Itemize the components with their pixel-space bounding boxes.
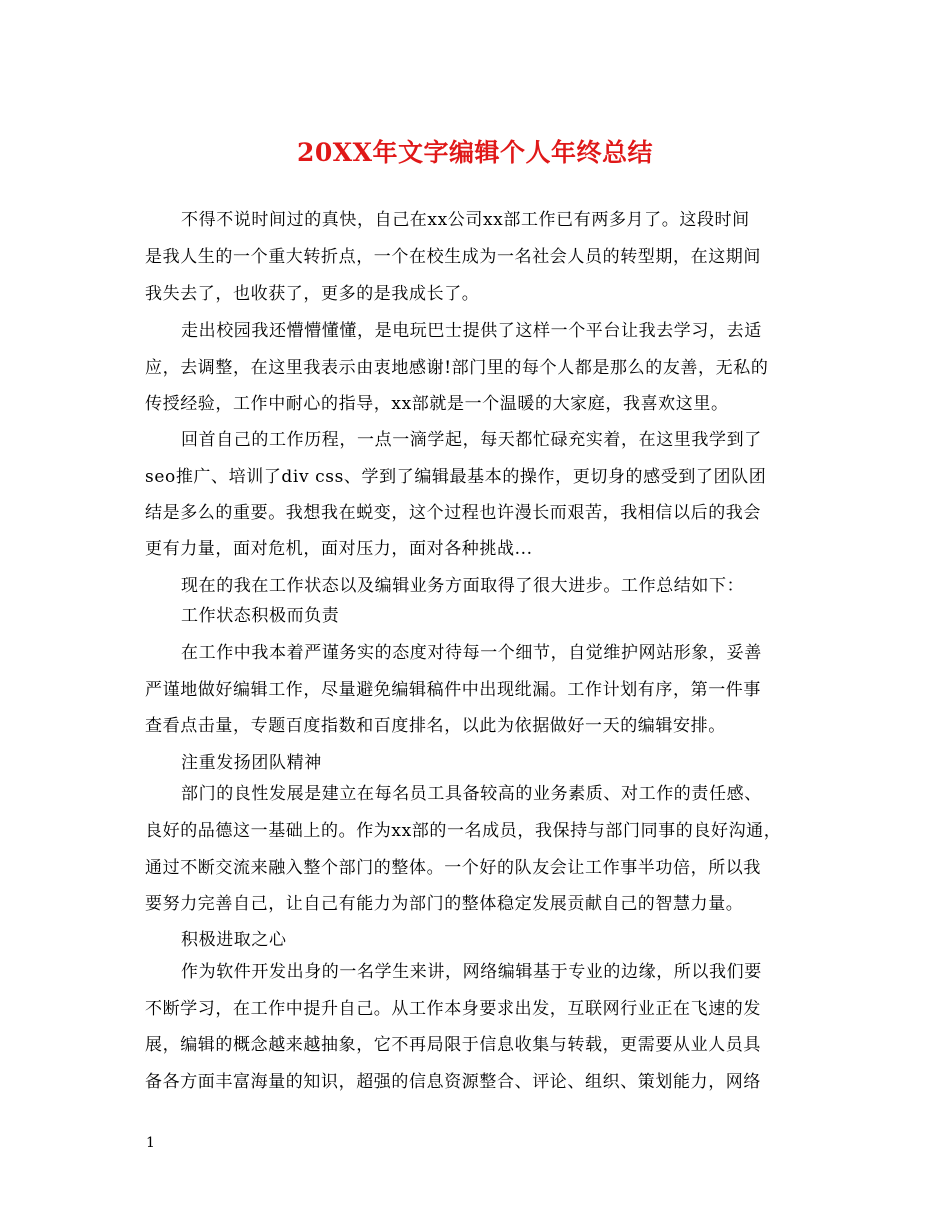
document-title: 20XX年文字编辑个人年终总结 (296, 138, 654, 167)
text-line: 现在的我在工作状态以及编辑业务方面取得了很大进步。工作总结如下： (181, 576, 745, 596)
text-line: 备各方面丰富海量的知识，超强的信息资源整合、评论、组织、策划能力，网络 (145, 1072, 761, 1092)
text-line: 在工作中我本着严谨务实的态度对待每一个细节，自觉维护网站形象，妥善 (181, 643, 762, 663)
section-heading: 注重发扬团队精神 (181, 753, 322, 773)
text-line: 走出校园我还懵懵懂懂，是电玩巴士提供了这样一个平台让我去学习，去适 (181, 321, 762, 341)
text-line: 查看点击量，专题百度指数和百度排名，以此为依据做好一天的编辑安排。 (145, 716, 726, 736)
text-line: 传授经验，工作中耐心的指导，xx部就是一个温暖的大家庭，我喜欢这里。 (145, 394, 729, 414)
text-line: 结是多么的重要。我想我在蜕变，这个过程也许漫长而艰苦，我相信以后的我会 (145, 503, 761, 523)
text-line: 不断学习，在工作中提升自己。从工作本身要求出发，互联网行业正在飞速的发 (145, 999, 761, 1019)
section-heading: 积极进取之心 (181, 930, 287, 950)
text-line: seo推广、培训了div css、学到了编辑最基本的操作，更切身的感受到了团队团 (145, 467, 767, 487)
text-line: 更有力量，面对危机，面对压力，面对各种挑战... (145, 539, 533, 559)
page-number: 1 (146, 1135, 155, 1151)
text-line: 是我人生的一个重大转折点，一个在校生成为一名社会人员的转型期，在这期间 (145, 247, 761, 267)
text-line: 严谨地做好编辑工作，尽量避免编辑稿件中出现纰漏。工作计划有序，第一件事 (145, 680, 761, 700)
text-line: 回首自己的工作历程，一点一滴学起，每天都忙碌充实着，在这里我学到了 (181, 430, 762, 450)
text-line: 不得不说时间过的真快，自己在xx公司xx部工作已有两多月了。这段时间 (181, 210, 750, 230)
text-line: 展，编辑的概念越来越抽象，它不再局限于信息收集与转载，更需要从业人员具 (145, 1035, 761, 1055)
text-line: 应，去调整，在这里我表示由衷地感谢!部门里的每个人都是那么的友善，无私的 (145, 358, 769, 378)
text-line: 作为软件开发出身的一名学生来讲，网络编辑基于专业的边缘，所以我们要 (181, 962, 762, 982)
text-line: 要努力完善自己，让自己有能力为部门的整体稳定发展贡献自己的智慧力量。 (145, 894, 744, 914)
text-line: 良好的品德这一基础上的。作为xx部的一名成员，我保持与部门同事的良好沟通， (145, 821, 782, 841)
text-line: 通过不断交流来融入整个部门的整体。一个好的队友会让工作事半功倍，所以我 (145, 858, 761, 878)
text-line: 部门的良性发展是建立在每名员工具备较高的业务素质、对工作的责任感、 (181, 784, 762, 804)
section-heading: 工作状态积极而负责 (181, 606, 340, 626)
text-line: 我失去了，也收获了，更多的是我成长了。 (145, 284, 480, 304)
